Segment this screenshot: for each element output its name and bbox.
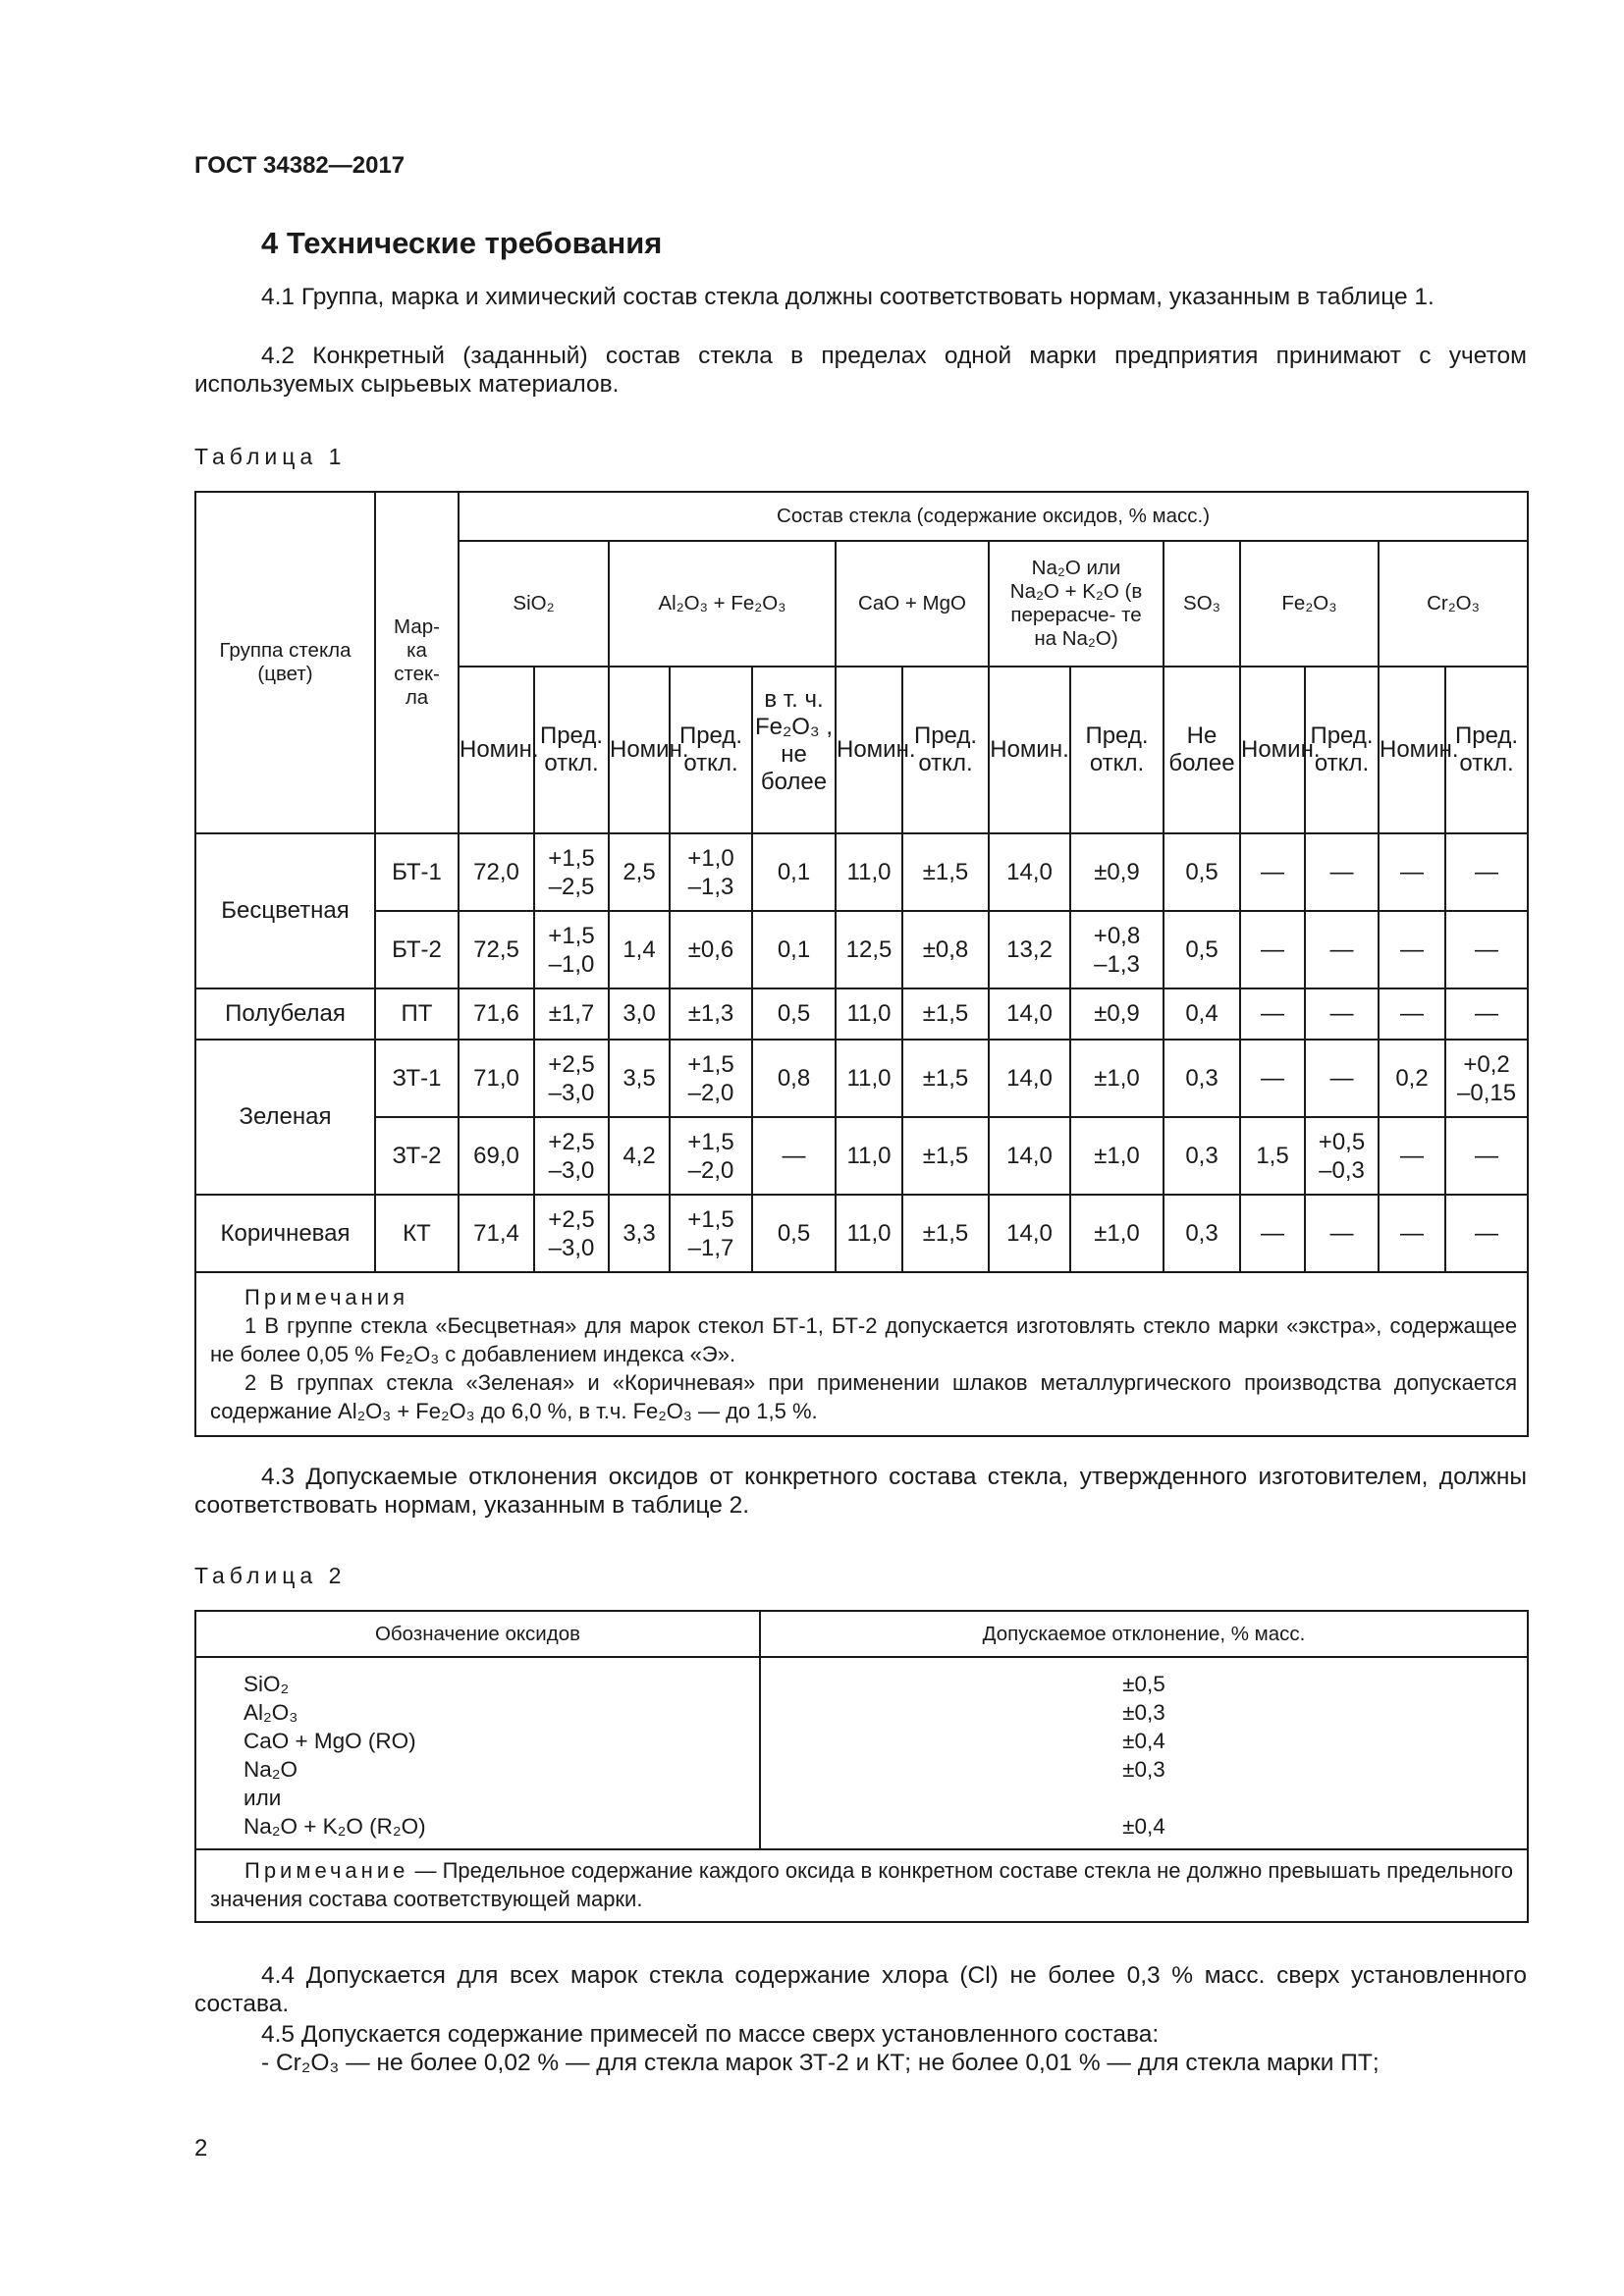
value-cell: 71,6	[459, 988, 534, 1040]
deviation-item: ±0,3	[1122, 1757, 1165, 1782]
paragraph-text: 4.3 Допускаемые отклонения оксидов от конкретного состава стекла, утвержденного изготовителем, должны соответствовать нормам, указанным в таблице 2.	[194, 1464, 1527, 1519]
group-cell: Зеленая	[195, 1040, 375, 1195]
value-cell: +0,8 –1,3	[1070, 911, 1164, 988]
value-cell: +0,2 –0,15	[1445, 1040, 1528, 1117]
value-cell: 14,0	[989, 1117, 1070, 1195]
value-cell: ±1,5	[902, 1117, 989, 1195]
value-cell: 12,5	[836, 911, 902, 988]
mark-header: Мар- ка стек- ла	[375, 492, 459, 833]
group-cell: Бесцветная	[195, 833, 375, 988]
notes-title: Примечания	[244, 1285, 409, 1309]
value-cell: ±0,9	[1070, 833, 1164, 911]
deviation-item: ±0,5	[1122, 1672, 1165, 1696]
value-cell: +2,5 –3,0	[534, 1040, 609, 1117]
value-cell: 14,0	[989, 1195, 1070, 1272]
so3-header: SO₃	[1164, 541, 1240, 667]
note-1: 1 В группе стекла «Бесцветная» для марок стекол БТ-1, БТ-2 допускается изготовлять стекло марки «экстра», содержащее не более 0,05 % Fe₂O₃ с добавлением индекса «Э».	[210, 1313, 1518, 1366]
value-cell: 1,4	[609, 911, 670, 988]
table-row	[195, 1195, 1528, 1272]
value-cell: +2,5 –3,0	[534, 1195, 609, 1272]
paragraph-4-1	[194, 283, 1527, 311]
table1-notes	[195, 1272, 1528, 1436]
deviation-item: ±0,3	[1122, 1700, 1165, 1725]
mark-cell: ЗТ-2	[375, 1117, 459, 1195]
group-cell: Коричневая	[195, 1195, 375, 1272]
al-fe-header: Al₂O₃ + Fe₂O₃	[609, 541, 836, 667]
subheader-incl-fe: в т. ч. Fe₂O₃ , не более	[752, 667, 836, 833]
value-cell: —	[1445, 911, 1528, 988]
value-cell: —	[1445, 1195, 1528, 1272]
value-cell: 0,1	[752, 911, 836, 988]
table-row	[195, 1117, 1528, 1195]
table-row	[195, 1040, 1528, 1117]
value-cell: ±1,5	[902, 833, 989, 911]
value-cell: —	[1240, 911, 1305, 988]
value-cell: 72,5	[459, 911, 534, 988]
value-cell: +1,5 –2,0	[670, 1117, 752, 1195]
value-cell: —	[1305, 988, 1379, 1040]
value-cell: 0,5	[752, 988, 836, 1040]
value-cell: —	[1240, 1195, 1305, 1272]
subheader-nom: Номин.	[1379, 667, 1445, 833]
oxide-item: или	[244, 1786, 282, 1810]
value-cell: —	[1240, 833, 1305, 911]
mark-cell: ЗТ-1	[375, 1040, 459, 1117]
value-cell: 1,5	[1240, 1117, 1305, 1195]
table2-note	[195, 1849, 1528, 1922]
mark-cell: БТ-1	[375, 833, 459, 911]
deviation-item: ±0,4	[1122, 1729, 1165, 1753]
value-cell: ±0,8	[902, 911, 989, 988]
oxide-item: CaO + MgO (RO)	[244, 1729, 416, 1753]
value-cell: 0,4	[1164, 988, 1240, 1040]
value-cell: ±1,3	[670, 988, 752, 1040]
value-cell: —	[1305, 1040, 1379, 1117]
table2	[194, 1610, 1529, 1923]
value-cell: —	[1445, 833, 1528, 911]
value-cell: 0,3	[1164, 1195, 1240, 1272]
value-cell: —	[1379, 911, 1445, 988]
value-cell: +1,5 –1,0	[534, 911, 609, 988]
table-row	[195, 988, 1528, 1040]
subheader-dev: Пред. откл.	[1070, 667, 1164, 833]
value-cell: 0,2	[1379, 1040, 1445, 1117]
subheader-nom: Номин.	[1240, 667, 1305, 833]
sio2-header: SiO₂	[459, 541, 609, 667]
cr2o3-header: Cr₂O₃	[1379, 541, 1528, 667]
value-cell: —	[1240, 1040, 1305, 1117]
subheader-nom: Номин.	[459, 667, 534, 833]
paragraph-text: 4.5 Допускается содержание примесей по массе сверх установленного состава:	[261, 2021, 1160, 2048]
value-cell: —	[1305, 833, 1379, 911]
oxide-item: Na₂O + K₂O (R₂O)	[244, 1814, 426, 1839]
value-cell: 3,5	[609, 1040, 670, 1117]
value-cell: 0,5	[1164, 911, 1240, 988]
value-cell: +1,5 –2,5	[534, 833, 609, 911]
section-title: 4 Технические требования	[261, 226, 663, 260]
table1-caption: Таблица 1	[194, 444, 347, 469]
table2-col2-header: Допускаемое отклонение, % масс.	[760, 1611, 1528, 1657]
subheader-dev: Пред. откл.	[1305, 667, 1379, 833]
value-cell: 0,1	[752, 833, 836, 911]
document-code: ГОСТ 34382—2017	[194, 152, 406, 179]
value-cell: 2,5	[609, 833, 670, 911]
value-cell: 14,0	[989, 833, 1070, 911]
paragraph-text: 4.2 Конкретный (заданный) состав стекла в пределах одной марки предприятия принимают с учетом используемых сырьевых материалов.	[194, 343, 1527, 398]
fe2o3-header: Fe₂O₃	[1240, 541, 1379, 667]
table-row	[195, 911, 1528, 988]
value-cell: —	[1445, 1117, 1528, 1195]
value-cell: 4,2	[609, 1117, 670, 1195]
paragraph-4-2	[194, 342, 1527, 399]
list-item: - Cr₂O₃ — не более 0,02 % — для стекла марок ЗТ-2 и КТ; не более 0,01 % — для стекла марки ПТ;	[261, 2050, 1380, 2076]
page-number: 2	[194, 2135, 208, 2162]
note-text: — Предельное содержание каждого оксида в конкретном составе стекла не должно превышать предельного значения состава соответствующей марки.	[210, 1858, 1513, 1911]
deviation-item	[761, 1784, 1527, 1812]
value-cell: ±1,5	[902, 1195, 989, 1272]
mark-cell: БТ-2	[375, 911, 459, 988]
value-cell: +1,5 –2,0	[670, 1040, 752, 1117]
table2-col1-header: Обозначение оксидов	[195, 1611, 760, 1657]
na2o-header: Na₂O или Na₂O + K₂O (в перерасче- те на Na₂O)	[989, 541, 1164, 667]
table2-caption: Таблица 2	[194, 1563, 347, 1588]
value-cell: +0,5 –0,3	[1305, 1117, 1379, 1195]
value-cell: —	[1305, 911, 1379, 988]
subheader-nom: Номин.	[609, 667, 670, 833]
value-cell: —	[1240, 988, 1305, 1040]
mark-cell: КТ	[375, 1195, 459, 1272]
value-cell: ±1,5	[902, 988, 989, 1040]
value-cell: ±1,0	[1070, 1117, 1164, 1195]
subheader-dev: Пред. откл.	[670, 667, 752, 833]
table1	[194, 491, 1529, 1437]
value-cell: ±0,6	[670, 911, 752, 988]
value-cell: 14,0	[989, 988, 1070, 1040]
subheader-dev: Пред. откл.	[902, 667, 989, 833]
value-cell: 0,3	[1164, 1040, 1240, 1117]
value-cell: —	[1379, 988, 1445, 1040]
value-cell: ±1,5	[902, 1040, 989, 1117]
subheader-dev: Пред. откл.	[1445, 667, 1528, 833]
cao-mgo-header: CaO + MgO	[836, 541, 989, 667]
value-cell: 0,3	[1164, 1117, 1240, 1195]
value-cell: —	[1379, 1117, 1445, 1195]
note-2: 2 В группах стекла «Зеленая» и «Коричневая» при применении шлаков металлургического производства допускается содержание Al₂O₃ + Fe₂O₃ до 6,0 %, в т.ч. Fe₂O₃ — до 1,5 %.	[210, 1370, 1518, 1423]
value-cell: 0,8	[752, 1040, 836, 1117]
note-label: Примечание	[244, 1858, 409, 1883]
value-cell: 11,0	[836, 1040, 902, 1117]
table-row	[195, 833, 1528, 911]
group-header: Группа стекла (цвет)	[195, 492, 375, 833]
value-cell: 0,5	[1164, 833, 1240, 911]
value-cell: —	[1445, 988, 1528, 1040]
value-cell: —	[752, 1117, 836, 1195]
value-cell: —	[1379, 833, 1445, 911]
value-cell: 0,5	[752, 1195, 836, 1272]
value-cell: 11,0	[836, 988, 902, 1040]
deviation-item: ±0,4	[1122, 1814, 1165, 1839]
value-cell: 11,0	[836, 833, 902, 911]
value-cell: 13,2	[989, 911, 1070, 988]
value-cell: 11,0	[836, 1117, 902, 1195]
oxide-item: SiO₂	[244, 1672, 290, 1696]
paragraph-text: 4.1 Группа, марка и химический состав стекла должны соответствовать нормам, указанным в таблице 1.	[261, 284, 1435, 310]
value-cell: +1,0 –1,3	[670, 833, 752, 911]
subheader-dev: Пред. откл.	[534, 667, 609, 833]
mark-cell: ПТ	[375, 988, 459, 1040]
value-cell: ±1,0	[1070, 1040, 1164, 1117]
oxide-item: Na₂O	[244, 1757, 298, 1782]
value-cell: ±1,0	[1070, 1195, 1164, 1272]
value-cell: +1,5 –1,7	[670, 1195, 752, 1272]
paragraph-4-3	[194, 1463, 1527, 1520]
value-cell: —	[1379, 1195, 1445, 1272]
paragraph-text: 4.4 Допускается для всех марок стекла содержание хлора (Cl) не более 0,3 % масс. сверх установленного состава.	[194, 1962, 1527, 2017]
group-cell: Полубелая	[195, 988, 375, 1040]
value-cell: ±0,9	[1070, 988, 1164, 1040]
value-cell: 71,0	[459, 1040, 534, 1117]
value-cell: 3,3	[609, 1195, 670, 1272]
paragraph-4-5-item	[194, 2049, 1527, 2077]
subheader-nom: Номин.	[989, 667, 1070, 833]
value-cell: 14,0	[989, 1040, 1070, 1117]
oxide-item: Al₂O₃	[244, 1700, 298, 1725]
composition-header: Состав стекла (содержание оксидов, % масс.)	[459, 492, 1528, 541]
value-cell: 71,4	[459, 1195, 534, 1272]
value-cell: 72,0	[459, 833, 534, 911]
paragraph-4-4	[194, 1961, 1527, 2018]
oxide-list	[195, 1657, 760, 1849]
subheader-max: Не более	[1164, 667, 1240, 833]
value-cell: —	[1305, 1195, 1379, 1272]
value-cell: 11,0	[836, 1195, 902, 1272]
subheader-nom: Номин.	[836, 667, 902, 833]
value-cell: 69,0	[459, 1117, 534, 1195]
value-cell: ±1,7	[534, 988, 609, 1040]
value-cell: 3,0	[609, 988, 670, 1040]
value-cell: +2,5 –3,0	[534, 1117, 609, 1195]
paragraph-4-5	[194, 2020, 1527, 2049]
deviation-list	[760, 1657, 1528, 1849]
